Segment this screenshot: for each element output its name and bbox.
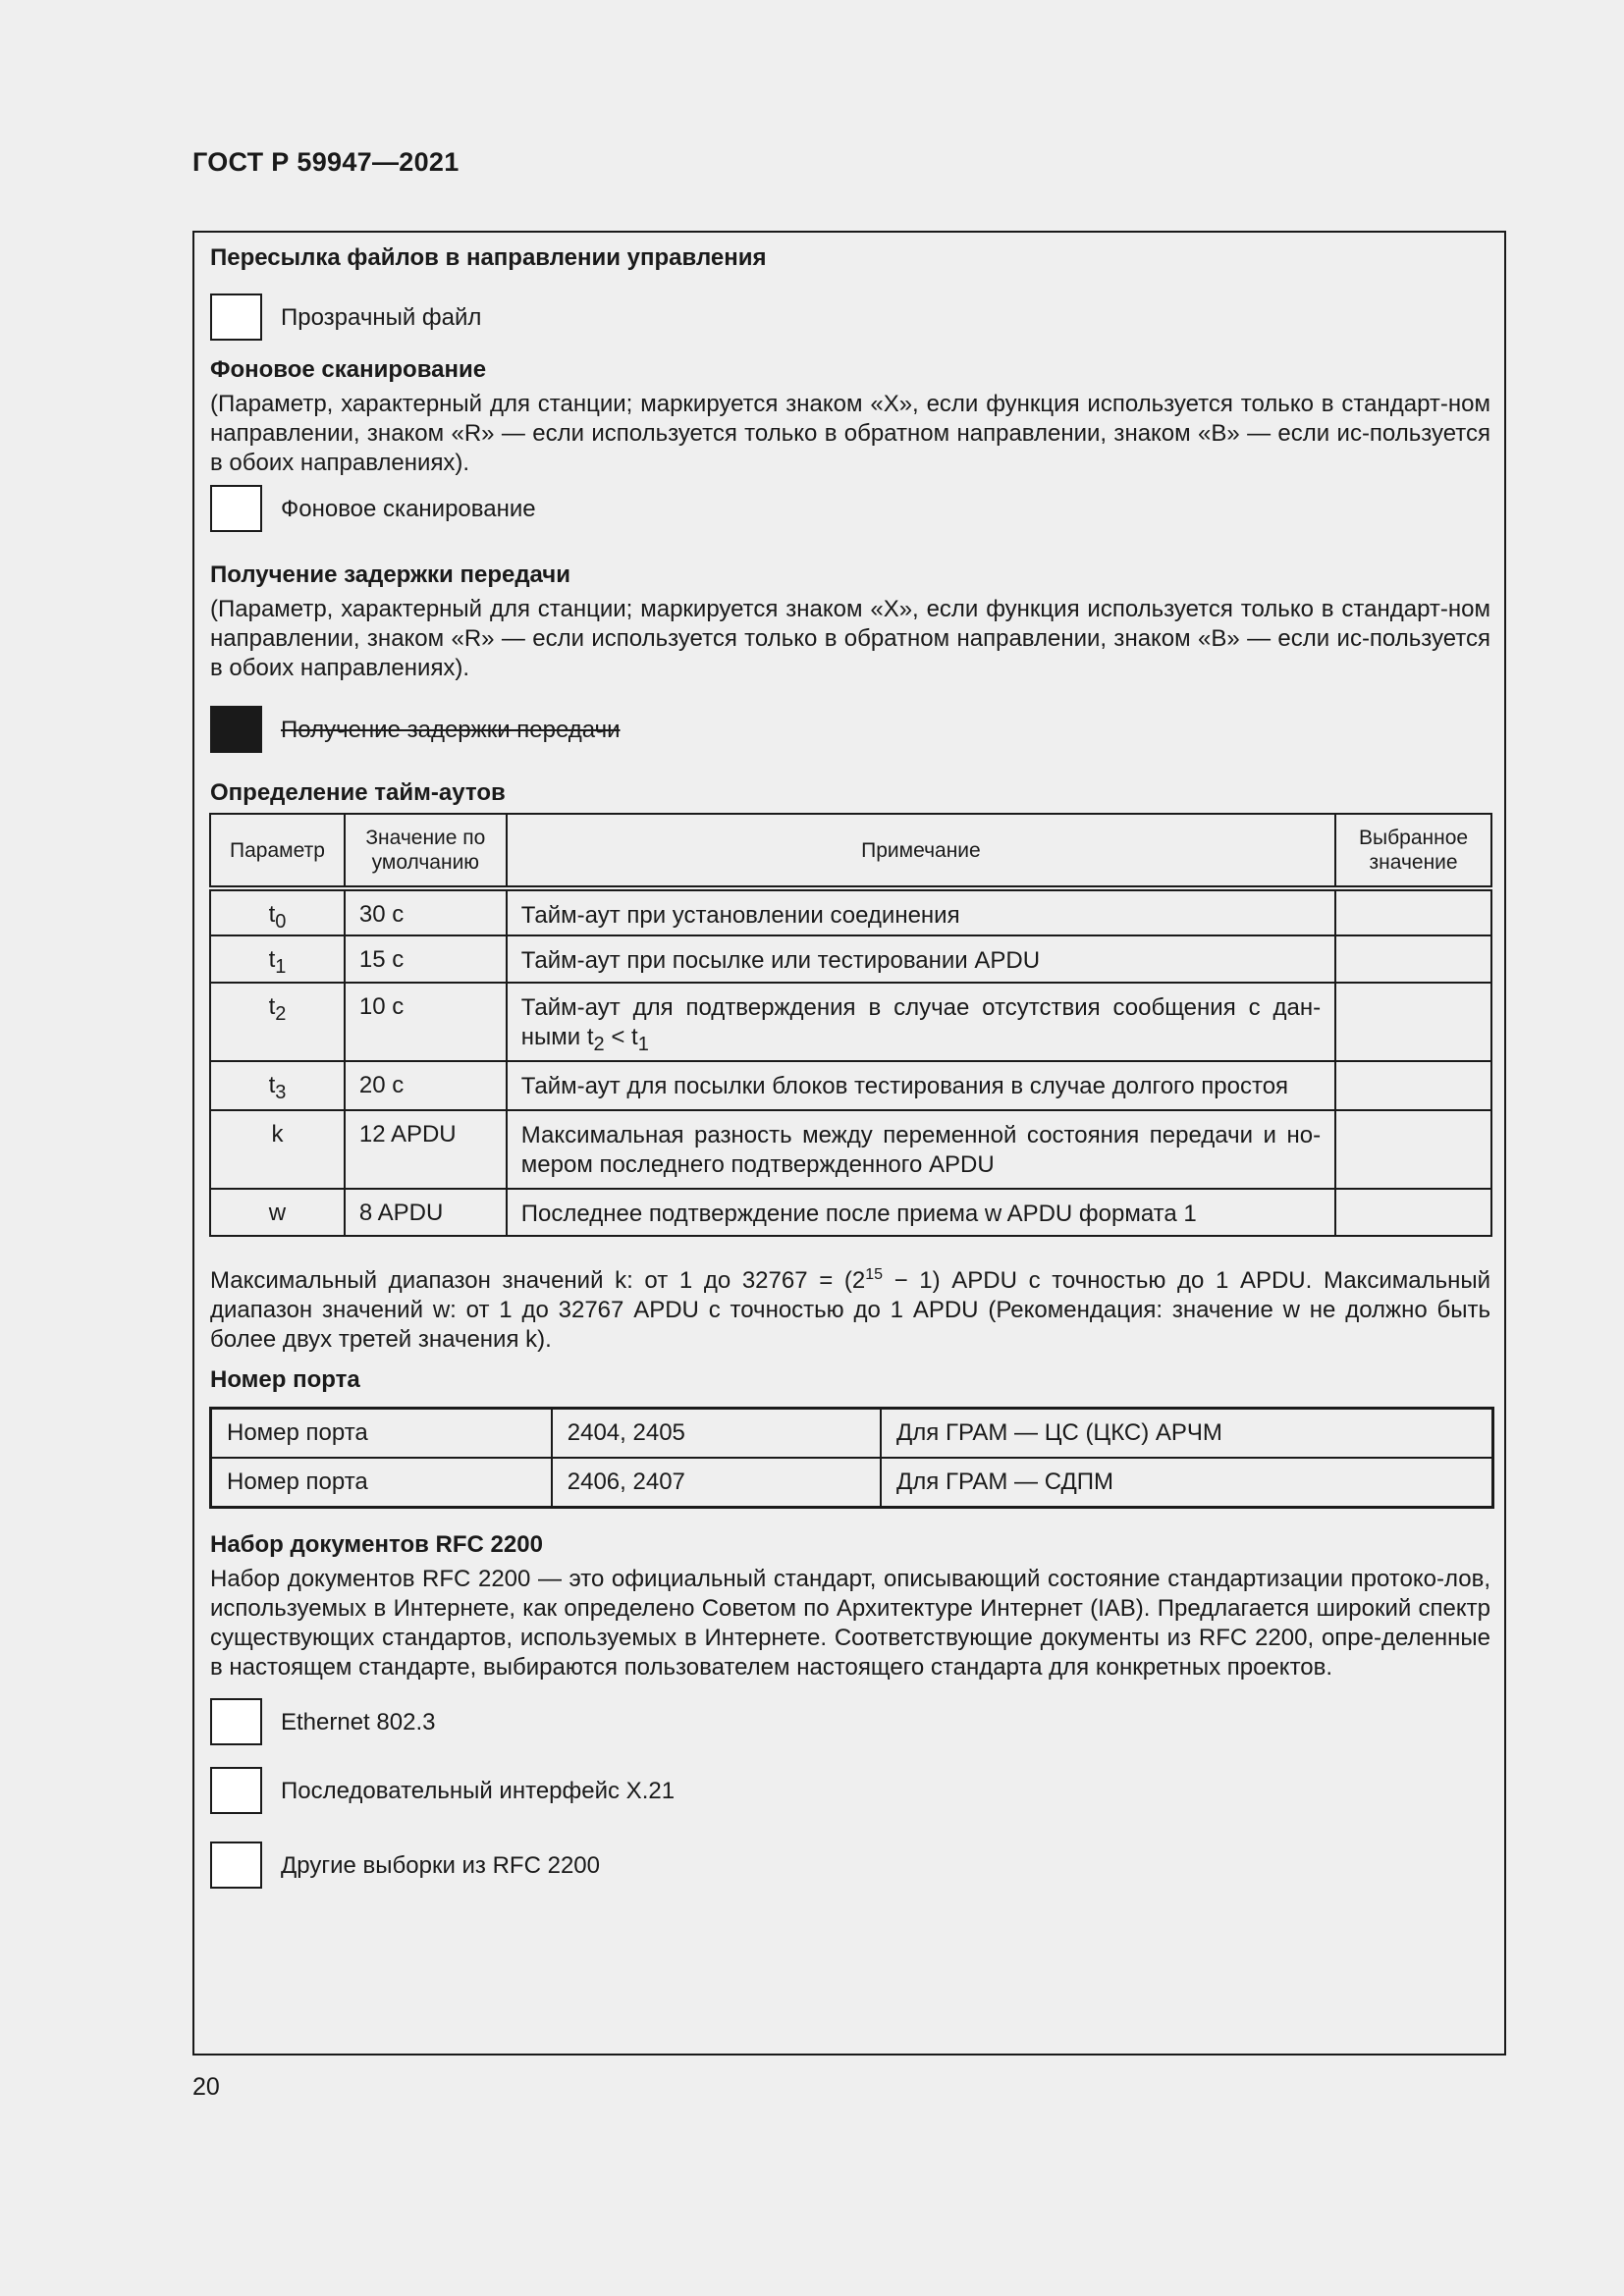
- header-default: Значение по умолчанию: [345, 814, 507, 888]
- rfc-title: Набор документов RFC 2200: [210, 1531, 543, 1558]
- note-cell: Тайм-аут для посылки блоков тестирования в случае долгого простоя: [507, 1061, 1335, 1110]
- delay-acquisition-label: Получение задержки передачи: [281, 717, 621, 743]
- port-value-cell: 2406, 2407: [552, 1458, 881, 1508]
- selected-value-cell[interactable]: [1335, 888, 1491, 935]
- port-table: [209, 1407, 1494, 1509]
- port-purpose-cell: Для ГРАМ — СДПМ: [881, 1458, 1492, 1508]
- table-row: [210, 983, 1491, 1061]
- port-purpose-cell: Для ГРАМ — ЦС (ЦКС) АРЧМ: [881, 1409, 1492, 1459]
- rfc-description: Набор документов RFC 2200 — это официальный стандарт, описывающий состояние стандартизации протоко-лов, используемых в Интернете, как определено Советом по Архитектуре Интернет (IAB). Предлагается широкий спектр существующих стандартов, используемых в Интернете. Соответствующие документы из RFC 2200, опре-деленные в настоящем стандарте, выбираются пользователем настоящего стандарта для конкретных проектов.: [210, 1566, 1490, 1681]
- note-cell: Тайм-аут при установлении соединения: [507, 888, 1335, 935]
- delay-acquisition-description: (Параметр, характерный для станции; маркируется знаком «X», если функция используется только в стандарт-ном направлении, знаком «R» — если используется только в обратном направлении, знаком «B» — если ис-пользуется в обоих направлениях).: [210, 596, 1490, 681]
- content-frame: [192, 231, 1506, 2056]
- table-row: [211, 1409, 1493, 1459]
- transparent-file-checkbox[interactable]: [210, 294, 262, 341]
- table-row: [210, 888, 1491, 935]
- background-scan-checkbox[interactable]: [210, 485, 262, 532]
- default-cell: 20 с: [345, 1061, 507, 1110]
- note-cell: Последнее подтверждение после приема w APDU формата 1: [507, 1189, 1335, 1236]
- x21-label: Последовательный интерфейс X.21: [281, 1778, 676, 1804]
- header-param: Параметр: [210, 814, 345, 888]
- x21-checkbox[interactable]: [210, 1767, 262, 1814]
- default-cell: 12 APDU: [345, 1110, 507, 1189]
- note-cell: Максимальная разность между переменной состояния передачи и но-мером последнего подтвержденного APDU: [507, 1110, 1335, 1189]
- note-cell: Тайм-аут для подтверждения в случае отсутствия сообщения с дан-ными $t_2 < t_1$: [507, 983, 1335, 1061]
- background-scan-description: (Параметр, характерный для станции; маркируется знаком «X», если функция используется только в стандарт-ном направлении, знаком «R» — если используется только в обратном направлении, знаком «B» — если ис-пользуется в обоих направлениях).: [210, 391, 1490, 476]
- table-row: [210, 1110, 1491, 1189]
- timeouts-table-header: [210, 814, 1491, 888]
- port-value-cell: 2404, 2405: [552, 1409, 881, 1459]
- header-note: Примечание: [507, 814, 1335, 888]
- table-row: [210, 1189, 1491, 1236]
- file-transfer-title: Пересылка файлов в направлении управления: [210, 244, 767, 271]
- timeouts-table: [209, 813, 1492, 1237]
- param-cell: $t_1$: [210, 935, 345, 983]
- default-cell: 8 APDU: [345, 1189, 507, 1236]
- ethernet-checkbox[interactable]: [210, 1698, 262, 1745]
- timeouts-title: Определение тайм-аутов: [210, 779, 506, 806]
- table-row: [210, 935, 1491, 983]
- port-label-cell: Номер порта: [211, 1409, 552, 1459]
- delay-acquisition-checkbox-checked[interactable]: [210, 706, 262, 753]
- table-row: [211, 1458, 1493, 1508]
- other-rfc-label: Другие выборки из RFC 2200: [281, 1852, 600, 1879]
- delay-acquisition-title: Получение задержки передачи: [210, 561, 570, 588]
- param-cell: $t_2$: [210, 983, 345, 1061]
- ethernet-label: Ethernet 802.3: [281, 1709, 436, 1735]
- port-title: Номер порта: [210, 1366, 360, 1393]
- selected-value-cell[interactable]: [1335, 983, 1491, 1061]
- background-scan-title: Фоновое сканирование: [210, 356, 487, 383]
- selected-value-cell[interactable]: [1335, 935, 1491, 983]
- other-rfc-checkbox[interactable]: [210, 1842, 262, 1889]
- port-label-cell: Номер порта: [211, 1458, 552, 1508]
- default-cell: 15 с: [345, 935, 507, 983]
- param-cell: k: [210, 1110, 345, 1189]
- note-cell: Тайм-аут при посылке или тестировании APDU: [507, 935, 1335, 983]
- default-cell: 10 с: [345, 983, 507, 1061]
- document-code: ГОСТ Р 59947—2021: [192, 147, 460, 177]
- selected-value-cell[interactable]: [1335, 1189, 1491, 1236]
- table-row: [210, 1061, 1491, 1110]
- header-selected: Выбранное значение: [1335, 814, 1491, 888]
- selected-value-cell[interactable]: [1335, 1061, 1491, 1110]
- selected-value-cell[interactable]: [1335, 1110, 1491, 1189]
- page-number: 20: [192, 2073, 220, 2101]
- background-scan-label: Фоновое сканирование: [281, 496, 536, 522]
- default-cell: 30 с: [345, 888, 507, 935]
- param-cell: $t_3$: [210, 1061, 345, 1110]
- param-cell: w: [210, 1189, 345, 1236]
- transparent-file-label: Прозрачный файл: [281, 304, 482, 331]
- param-cell: $t_0$: [210, 888, 345, 935]
- timeouts-range-note: Максимальный диапазон значений k: от 1 до $32767 = (2^{15} - 1)$ APDU с точностью до 1 APDU. Максимальный диапазон значений w: от 1 до 32767 APDU с точностью до 1 APDU (Рекомендация: значение w не должно быть более двух третей значения k).: [210, 1266, 1490, 1353]
